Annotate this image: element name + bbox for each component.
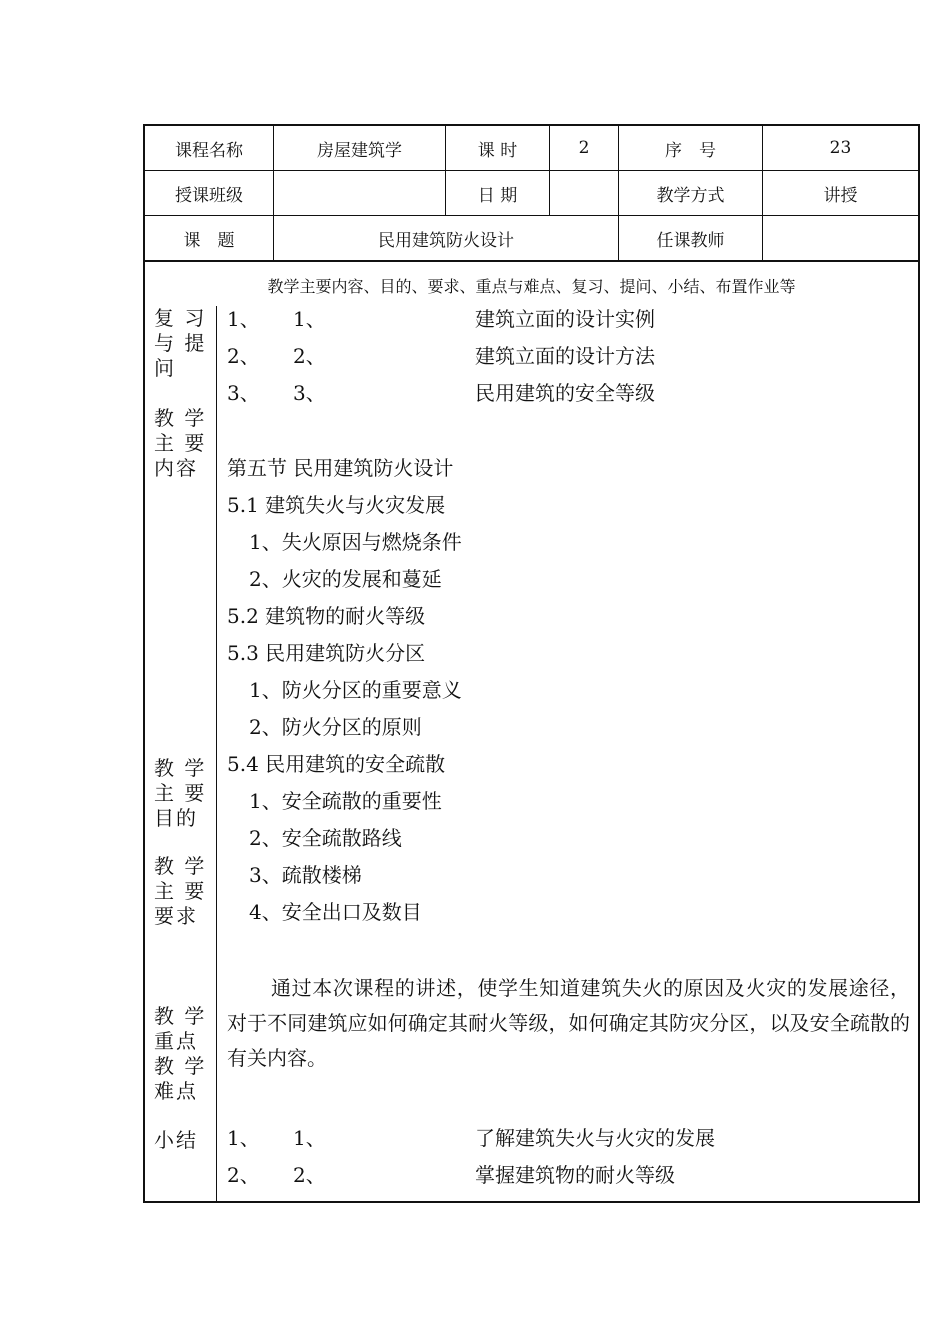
- outline-subsection: 5.3 民用建筑防火分区: [227, 641, 426, 665]
- label-key-difficult: 教 学 重点 教 学 难点: [154, 1004, 207, 1103]
- topic-value: 民用建筑防火设计: [274, 216, 619, 260]
- method-label: 教学方式: [619, 171, 763, 215]
- outline-subsection: 5.1 建筑失火与火灾发展: [227, 493, 446, 517]
- item-number: 1、: [227, 1126, 260, 1150]
- item-text: 建筑立面的设计实例: [475, 307, 655, 331]
- class-label: 授课班级: [145, 171, 274, 215]
- item-number: 1、: [293, 307, 326, 331]
- objective-block: [227, 971, 910, 1081]
- lesson-plan-table: [143, 124, 920, 1203]
- topic-label: 课 题: [145, 216, 274, 260]
- outline-subsection: 5.4 民用建筑的安全疏散: [227, 752, 446, 776]
- outline-item: 1、失火原因与燃烧条件: [249, 530, 462, 554]
- outline-section: 第五节 民用建筑防火设计: [227, 456, 454, 480]
- label-review: 复 习 与 提 问: [154, 306, 207, 380]
- item-number: 1、: [293, 1126, 326, 1150]
- course-name-label: 课程名称: [145, 126, 274, 170]
- header-row-3: [145, 216, 918, 262]
- outline-subsection: 5.2 建筑物的耐火等级: [227, 604, 426, 628]
- item-number: 2、: [293, 1163, 326, 1187]
- method-value: 讲授: [823, 185, 858, 206]
- outline-item: 2、火灾的发展和蔓延: [249, 567, 442, 591]
- outline-item: 3、疏散楼梯: [249, 863, 362, 887]
- item-number: 2、: [227, 1163, 260, 1187]
- item-text: 民用建筑的安全等级: [475, 381, 655, 405]
- sequence-label: 序 号: [619, 126, 763, 170]
- objective-paragraph: 通过本次课程的讲述，使学生知道建筑失火的原因及火灾的发展途径，对于不同建筑应如何确定其耐火等级，如何确定其防灾分区，以及安全疏散的有关内容。: [227, 976, 910, 1070]
- review-list: [227, 304, 910, 424]
- section-banner: 教学主要内容、目的、要求、重点与难点、复习、提问、小结、布置作业等: [267, 277, 796, 296]
- course-outline: [227, 453, 910, 943]
- left-label-column: [145, 306, 217, 1201]
- item-number: 1、: [227, 307, 260, 331]
- item-number: 3、: [293, 381, 326, 405]
- hours-value: 2: [550, 126, 619, 170]
- item-number: 3、: [227, 381, 260, 405]
- sequence-value: 23: [829, 138, 852, 158]
- item-number: 2、: [293, 344, 326, 368]
- label-purpose: 教 学 主 要 目的: [154, 756, 207, 830]
- label-summary: 小结: [154, 1128, 198, 1152]
- item-text: 掌握建筑物的耐火等级: [475, 1163, 675, 1187]
- outline-item: 1、防火分区的重要意义: [249, 678, 462, 702]
- outline-item: 1、安全疏散的重要性: [249, 789, 442, 813]
- teacher-value: [763, 216, 918, 260]
- outline-item: 2、防火分区的原则: [249, 715, 422, 739]
- summary-list: [227, 1123, 910, 1198]
- outline-item: 4、安全出口及数目: [249, 900, 422, 924]
- teacher-label: 任课教师: [619, 216, 763, 260]
- header-row-1: [145, 126, 918, 171]
- date-label: 日 期: [446, 171, 550, 215]
- item-text: 建筑立面的设计方法: [475, 344, 655, 368]
- item-text: 了解建筑失火与火灾的发展: [475, 1126, 715, 1150]
- date-value: [550, 171, 619, 215]
- label-content: 教 学 主 要 内容: [154, 406, 207, 480]
- item-number: 2、: [227, 344, 260, 368]
- class-value: [274, 171, 446, 215]
- outline-item: 2、安全疏散路线: [249, 826, 402, 850]
- course-name-value: 房屋建筑学: [274, 126, 446, 170]
- header-row-2: [145, 171, 918, 216]
- label-requirement: 教 学 主 要 要求: [154, 854, 207, 928]
- hours-label: 课 时: [446, 126, 550, 170]
